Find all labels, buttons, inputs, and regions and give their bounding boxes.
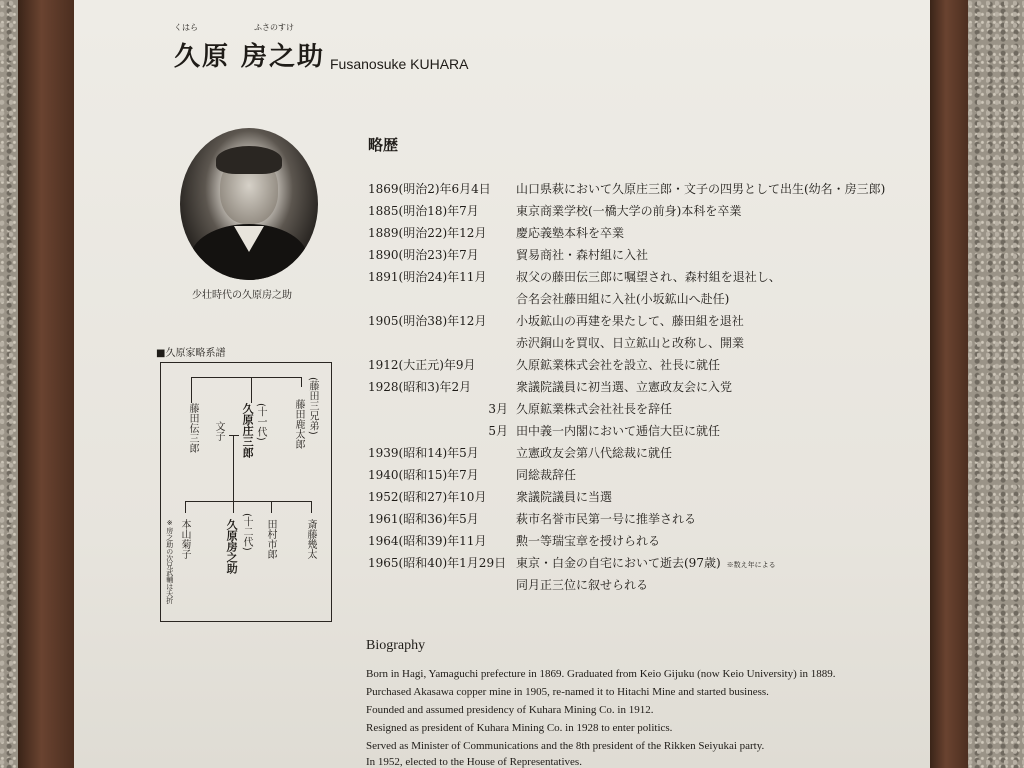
career-date: 1905(明治38)年12月 bbox=[368, 314, 487, 328]
biography-line: Purchased Akasawa copper mine in 1905, re-named it to Hitachi Mine and started business. bbox=[366, 686, 769, 698]
tree-line-c4 bbox=[311, 501, 312, 513]
career-event: 衆議院議員に当選 bbox=[516, 490, 613, 504]
career-event: 久原鉱業株式会社を設立、社長に就任 bbox=[516, 358, 721, 372]
tree-line-c2 bbox=[233, 501, 234, 513]
tree-fumiko: 文子 bbox=[213, 421, 224, 441]
tree-shozaburo-gen: (十一代) bbox=[255, 403, 266, 441]
career-event: 立憲政友会第八代総裁に就任 bbox=[516, 446, 673, 460]
tree-line-a bbox=[191, 377, 192, 403]
family-tree bbox=[160, 362, 332, 622]
career-date: 1889(明治22)年12月 bbox=[368, 226, 487, 240]
career-date: 1890(明治23)年7月 bbox=[368, 248, 479, 262]
career-event: 田中義一内閣において逓信大臣に就任 bbox=[516, 424, 721, 438]
name-japanese-text: 久原 房之助 bbox=[174, 42, 326, 72]
career-event: 叔父の藤田伝三郎に嘱望され、森村組を退社し、 bbox=[516, 270, 781, 284]
career-event: 山口県萩において久原庄三郎・文子の四男として出生(幼名・房三郎) bbox=[516, 182, 886, 196]
stone-wall-right bbox=[968, 0, 1024, 768]
career-date: 1891(明治24)年11月 bbox=[368, 270, 487, 284]
ruby-kuhara: くはら bbox=[174, 23, 198, 32]
tree-kuhara-fusanosuke: 久原房之助 bbox=[225, 519, 239, 574]
biography-line: Resigned as president of Kuhara Mining Co. in 1928 to enter politics. bbox=[366, 722, 673, 734]
name-japanese bbox=[174, 23, 326, 73]
tree-line-down bbox=[233, 435, 234, 501]
career-date: 1961(昭和36)年5月 bbox=[368, 512, 479, 526]
exhibit-panel bbox=[74, 0, 930, 768]
career-event: 同月正三位に叙せられる bbox=[516, 578, 649, 592]
tree-fusanosuke-gen: (十二代) bbox=[241, 513, 252, 551]
career-event: 衆議院議員に初当選、立憲政友会に入党 bbox=[516, 380, 733, 394]
tree-line-c bbox=[301, 377, 302, 387]
tree-line-c1 bbox=[185, 501, 186, 513]
career-event-text: 東京・白金の自宅において逝去(97歳) bbox=[516, 556, 721, 570]
portrait-hair bbox=[216, 146, 282, 174]
career-date: 3月 bbox=[488, 402, 508, 416]
tree-tamura-ichiro: 田村市郎 bbox=[265, 519, 276, 559]
name-english: Fusanosuke KUHARA bbox=[330, 56, 469, 72]
tree-line-children bbox=[185, 501, 311, 502]
career-date: 1965(昭和40)年1月29日 bbox=[368, 556, 507, 570]
tree-line-c3 bbox=[271, 501, 272, 513]
tree-fujita-densaburo: 藤田伝三郎 bbox=[187, 403, 198, 453]
career-event: 合名会社藤田組に入社(小坂鉱山へ赴任) bbox=[516, 292, 730, 306]
career-event: 萩市名誉市民第一号に推挙される bbox=[516, 512, 697, 526]
career-date: 5月 bbox=[488, 424, 508, 438]
career-event bbox=[516, 554, 776, 571]
wooden-frame-left bbox=[18, 0, 76, 768]
career-event: 勲一等瑞宝章を授けられる bbox=[516, 534, 661, 548]
tree-line-top bbox=[191, 377, 301, 378]
career-event: 赤沢銅山を買収、日立鉱山と改称し、開業 bbox=[516, 336, 745, 350]
career-event: 小坂鉱山の再建を果たして、藤田組を退社 bbox=[516, 314, 744, 328]
career-event: 慶応義塾本科を卒業 bbox=[516, 226, 625, 240]
career-date: 1964(昭和39)年11月 bbox=[368, 534, 487, 548]
career-date: 1869(明治2)年6月4日 bbox=[368, 182, 491, 196]
ruby-fusanosuke: ふさのすけ bbox=[254, 23, 294, 32]
career-note: ※数え年による bbox=[726, 561, 776, 569]
career-date: 1940(昭和15)年7月 bbox=[368, 468, 479, 482]
career-date: 1939(昭和14)年5月 bbox=[368, 446, 479, 460]
career-event: 久原鉱業株式会社社長を辞任 bbox=[516, 402, 673, 416]
tree-kuhara-shozaburo: 久原庄三郎 bbox=[241, 403, 255, 458]
biography-line: Born in Hagi, Yamaguchi prefecture in 1869. Graduated from Keio Gijuku (now Keio University) in 1889. bbox=[366, 668, 836, 680]
tree-motoyama-kikuko: 本山菊子 bbox=[179, 519, 190, 559]
career-heading: 略歴 bbox=[368, 136, 399, 154]
tree-saito-ikuta: 斎藤幾太 bbox=[305, 519, 316, 559]
career-date: 1912(大正元)年9月 bbox=[368, 358, 476, 372]
tree-footnote: ※房之助の次兄武輔は夭折 bbox=[165, 519, 174, 604]
wooden-frame-right bbox=[930, 0, 970, 768]
tree-fujita-note: (藤田三兄弟) bbox=[307, 377, 318, 435]
portrait-photo bbox=[180, 128, 318, 280]
tree-marriage-line bbox=[229, 435, 239, 436]
tree-line-b bbox=[251, 377, 252, 403]
career-date: 1952(昭和27)年10月 bbox=[368, 490, 487, 504]
biography-line: Served as Minister of Communications and the 8th president of the Rikken Seiyukai party. bbox=[366, 740, 765, 752]
biography-heading: Biography bbox=[366, 638, 426, 653]
career-date: 1885(明治18)年7月 bbox=[368, 204, 479, 218]
family-tree-title: ■久原家略系譜 bbox=[156, 348, 226, 359]
biography-line: In 1952, elected to the House of Representatives. bbox=[366, 756, 582, 768]
career-date: 1928(昭和3)年2月 bbox=[368, 380, 472, 394]
biography-line: Founded and assumed presidency of Kuhara Mining Co. in 1912. bbox=[366, 704, 654, 716]
career-event: 同総裁辞任 bbox=[516, 468, 577, 482]
career-event: 貿易商社・森村組に入社 bbox=[516, 248, 649, 262]
tree-fujita-shikataro: 藤田鹿太郎 bbox=[293, 399, 304, 449]
career-event: 東京商業学校(一橋大学の前身)本科を卒業 bbox=[516, 204, 742, 218]
portrait-caption: 少壮時代の久原房之助 bbox=[192, 290, 292, 301]
